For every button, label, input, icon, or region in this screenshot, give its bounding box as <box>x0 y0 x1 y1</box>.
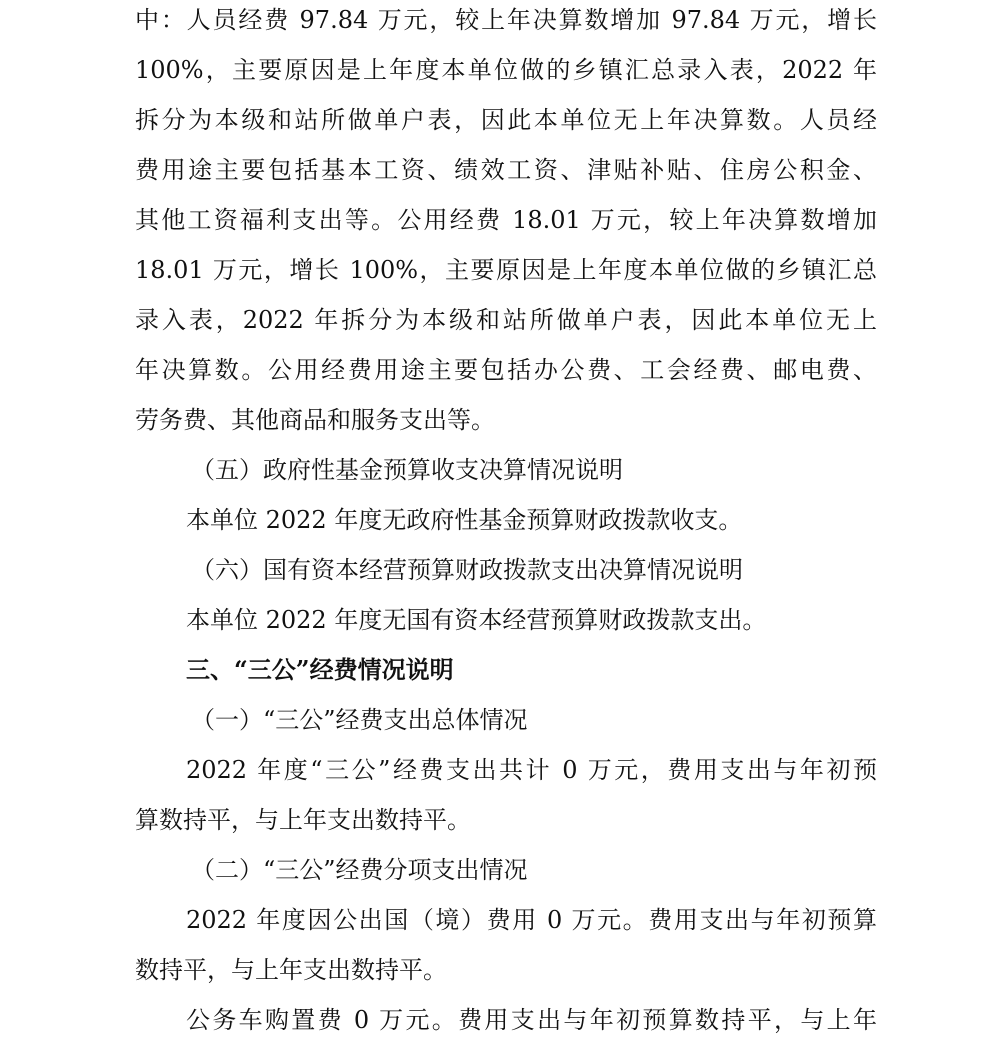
section-heading-three-public: 三、“三公”经费情况说明 <box>186 655 454 684</box>
paragraph-government-fund: 本单位 2022 年度无政府性基金预算财政拨款收支。 <box>186 506 743 534</box>
paragraph-line: 100%，主要原因是上年度本单位做的乡镇汇总录入表，2022 年 <box>135 56 877 84</box>
paragraph-state-capital: 本单位 2022 年度无国有资本经营预算财政拨款支出。 <box>186 606 767 634</box>
paragraph-line-vehicle: 公务车购置费 0 万元。费用支出与年初预算数持平，与上年 <box>186 1006 877 1034</box>
paragraph-line-last: 劳务费、其他商品和服务支出等。 <box>135 406 495 434</box>
paragraph-line-overall: 2022 年度“三公”经费支出共计 0 万元，费用支出与年初预 <box>186 756 877 784</box>
paragraph-line-personnel-expense: 中：人员经费 97.84 万元，较上年决算数增加 97.84 万元，增长 <box>135 6 877 34</box>
paragraph-line: 年决算数。公用经费用途主要包括办公费、工会经费、邮电费、 <box>135 356 877 384</box>
subsection-heading-itemized: （二）“三公”经费分项支出情况 <box>191 856 528 884</box>
paragraph-line-overseas: 2022 年度因公出国（境）费用 0 万元。费用支出与年初预算 <box>186 906 877 934</box>
paragraph-line-overall-end: 算数持平，与上年支出数持平。 <box>135 806 471 834</box>
subsection-heading-overall: （一）“三公”经费支出总体情况 <box>191 706 528 734</box>
paragraph-line: 录入表，2022 年拆分为本级和站所做单户表，因此本单位无上 <box>135 306 877 334</box>
paragraph-line: 费用途主要包括基本工资、绩效工资、津贴补贴、住房公积金、 <box>135 156 877 184</box>
paragraph-line-overseas-end: 数持平，与上年支出数持平。 <box>135 956 447 984</box>
section-heading-government-fund: （五）政府性基金预算收支决算情况说明 <box>191 456 623 484</box>
paragraph-line: 拆分为本级和站所做单户表，因此本单位无上年决算数。人员经 <box>135 106 877 134</box>
paragraph-line: 18.01 万元，增长 100%，主要原因是上年度本单位做的乡镇汇总 <box>135 256 877 284</box>
section-heading-state-capital: （六）国有资本经营预算财政拨款支出决算情况说明 <box>191 556 743 584</box>
paragraph-line-public-expense: 其他工资福利支出等。公用经费 18.01 万元，较上年决算数增加 <box>135 206 877 234</box>
